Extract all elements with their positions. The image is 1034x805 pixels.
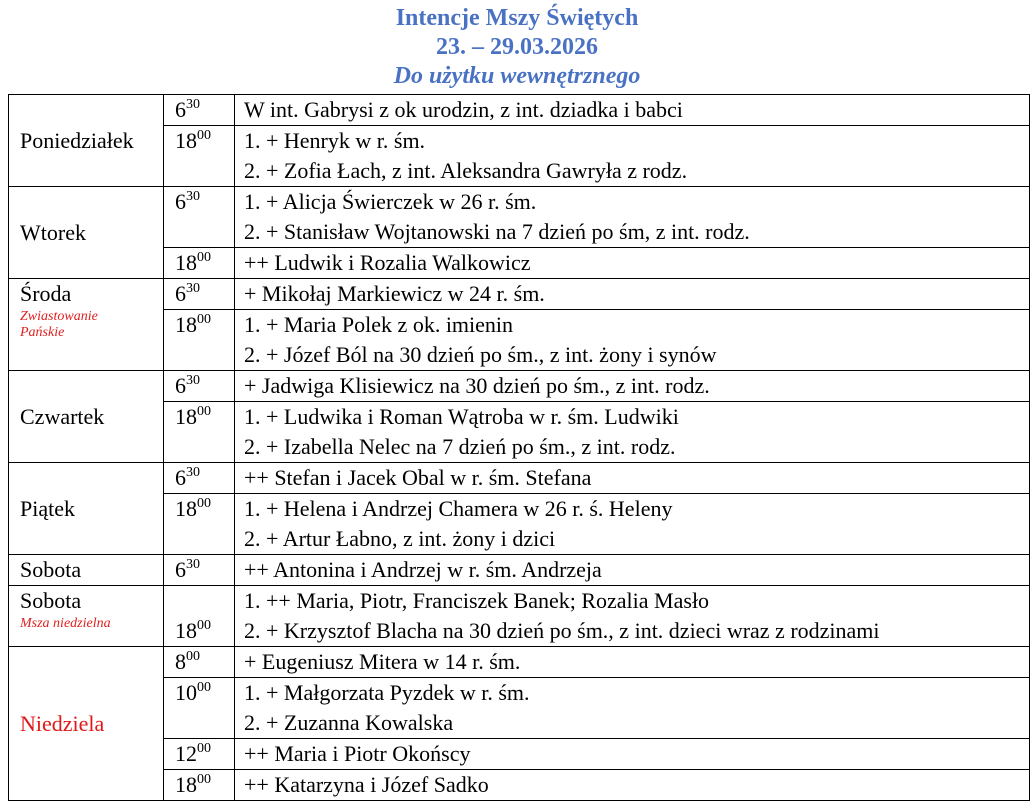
text-line: 1. + Maria Polek z ok. imienin bbox=[244, 312, 514, 337]
time-minutes: 00 bbox=[197, 249, 211, 265]
intention-cell bbox=[235, 647, 1030, 678]
text-line: + Jadwiga Klisiewicz na 30 dzień po śm., z int. rodz. bbox=[244, 373, 710, 398]
time-minutes: 30 bbox=[186, 188, 200, 204]
table-row bbox=[9, 95, 1030, 126]
intention-cell bbox=[235, 310, 1030, 371]
document-subtitle: Do użytku wewnętrznego bbox=[393, 63, 641, 89]
text-line: 2. + Izabella Nelec na 7 dzień po śm., z int. rodz. bbox=[244, 434, 676, 459]
time-cell bbox=[164, 586, 235, 647]
time-minutes: 30 bbox=[186, 556, 200, 572]
text-line: 2. + Krzysztof Blacha na 30 dzień po śm., z int. dzieci wraz z rodzinami bbox=[244, 618, 880, 643]
time-cell bbox=[164, 126, 235, 187]
text-line: 6 bbox=[175, 189, 186, 214]
time-cell bbox=[164, 463, 235, 494]
document-header bbox=[0, 4, 1034, 91]
day-cell-friday bbox=[9, 463, 164, 555]
text-line: Poniedziałek bbox=[20, 127, 134, 153]
time-minutes: 00 bbox=[197, 771, 211, 787]
day-cell-wednesday bbox=[9, 279, 164, 371]
text-line: 2. + Józef Ból na 30 dzień po śm., z int. żony i synów bbox=[244, 342, 717, 367]
text-line: 18 bbox=[175, 128, 197, 153]
table-row bbox=[9, 371, 1030, 402]
time-cell bbox=[164, 310, 235, 371]
text-line: Wtorek bbox=[20, 219, 86, 245]
intention-cell bbox=[235, 463, 1030, 494]
day-cell-thursday bbox=[9, 371, 164, 463]
text-line: + Mikołaj Markiewicz w 24 r. śm. bbox=[244, 281, 545, 306]
text-line: ++ Ludwik i Rozalia Walkowicz bbox=[244, 250, 531, 275]
text-line: 1. + Ludwika i Roman Wątroba w r. śm. Ludwiki bbox=[244, 404, 679, 429]
table-row bbox=[9, 586, 1030, 647]
text-line: Sobota bbox=[20, 557, 82, 582]
mass-intentions-table bbox=[8, 94, 1030, 801]
text-line: 18 bbox=[175, 404, 197, 429]
time-cell bbox=[164, 402, 235, 463]
time-minutes: 30 bbox=[186, 96, 200, 112]
intention-cell bbox=[235, 126, 1030, 187]
text-line: Środa bbox=[20, 281, 72, 306]
time-cell bbox=[164, 678, 235, 739]
day-cell-sunday bbox=[9, 647, 164, 801]
day-note: Msza niedzielna bbox=[20, 616, 111, 631]
time-minutes: 30 bbox=[186, 280, 200, 296]
time-minutes: 30 bbox=[186, 464, 200, 480]
table-row bbox=[9, 647, 1030, 678]
intention-cell bbox=[235, 494, 1030, 555]
time-cell bbox=[164, 279, 235, 310]
text-line: ++ Maria i Piotr Okońscy bbox=[244, 741, 471, 766]
intention-cell bbox=[235, 279, 1030, 310]
text-line: 10 bbox=[175, 680, 197, 705]
intention-cell bbox=[235, 95, 1030, 126]
time-cell bbox=[164, 371, 235, 402]
text-line: 6 bbox=[175, 465, 186, 490]
text-line: 6 bbox=[175, 281, 186, 306]
intention-cell bbox=[235, 187, 1030, 248]
time-minutes: 00 bbox=[186, 648, 200, 664]
intention-cell bbox=[235, 586, 1030, 647]
intention-cell bbox=[235, 739, 1030, 770]
text-line: 2. + Stanisław Wojtanowski na 7 dzień po śm, z int. rodz. bbox=[244, 219, 750, 244]
intention-cell bbox=[235, 770, 1030, 801]
time-cell bbox=[164, 95, 235, 126]
table-row bbox=[9, 463, 1030, 494]
text-line: 1. ++ Maria, Piotr, Franciszek Banek; Rozalia Masło bbox=[244, 588, 710, 613]
text-line: ++ Stefan i Jacek Obal w r. śm. Stefana bbox=[244, 465, 592, 490]
table-row bbox=[9, 279, 1030, 310]
text-line: 6 bbox=[175, 557, 186, 582]
day-cell-saturday bbox=[9, 555, 164, 586]
day-cell-tuesday bbox=[9, 187, 164, 279]
text-line: + Eugeniusz Mitera w 14 r. śm. bbox=[244, 649, 521, 674]
document-title: Intencje Mszy Świętych bbox=[395, 5, 639, 31]
text-line: 2. + Zuzanna Kowalska bbox=[244, 710, 454, 735]
text-line: 6 bbox=[175, 97, 186, 122]
text-line: 1. + Henryk w r. śm. bbox=[244, 128, 426, 153]
time-minutes: 00 bbox=[197, 495, 211, 511]
text-line: 18 bbox=[175, 496, 197, 521]
day-cell-saturday-evening bbox=[9, 586, 164, 647]
time-minutes: 00 bbox=[197, 679, 211, 695]
day-cell-monday bbox=[9, 95, 164, 187]
text-line: 8 bbox=[175, 649, 186, 674]
text-line: ++ Katarzyna i Józef Sadko bbox=[244, 772, 489, 797]
text-line: 1. + Małgorzata Pyzdek w r. śm. bbox=[244, 680, 530, 705]
time-minutes: 00 bbox=[197, 740, 211, 756]
intention-cell bbox=[235, 555, 1030, 586]
text-line: 1. + Alicja Świerczek w 26 r. śm. bbox=[244, 189, 537, 214]
time-minutes: 00 bbox=[197, 617, 211, 633]
time-cell bbox=[164, 555, 235, 586]
time-cell bbox=[164, 739, 235, 770]
day-note: Zwiastowanie bbox=[20, 309, 98, 324]
document-dates: 23. – 29.03.2026 bbox=[436, 34, 598, 60]
time-cell bbox=[164, 494, 235, 555]
text-line: 1. + Helena i Andrzej Chamera w 26 r. ś. Heleny bbox=[244, 496, 673, 521]
day-note: Pańskie bbox=[20, 325, 65, 340]
text-line: 18 bbox=[175, 312, 197, 337]
intention-cell bbox=[235, 402, 1030, 463]
text-line: 12 bbox=[175, 741, 197, 766]
text-line: Piątek bbox=[20, 495, 75, 521]
text-line: Sobota bbox=[20, 588, 82, 613]
text-line: 18 bbox=[175, 772, 197, 797]
time-minutes: 00 bbox=[197, 403, 211, 419]
time-minutes: 30 bbox=[186, 372, 200, 388]
intention-cell bbox=[235, 248, 1030, 279]
text-line: ++ Antonina i Andrzej w r. śm. Andrzeja bbox=[244, 557, 602, 582]
text-line: 2. + Zofia Łach, z int. Aleksandra Gawryła z rodz. bbox=[244, 158, 688, 183]
time-minutes: 00 bbox=[197, 127, 211, 143]
text-line: 6 bbox=[175, 373, 186, 398]
text-line: 2. + Artur Łabno, z int. żony i dzici bbox=[244, 526, 556, 551]
time-minutes: 00 bbox=[197, 311, 211, 327]
time-cell bbox=[164, 770, 235, 801]
text-line: 18 bbox=[175, 618, 197, 643]
intention-cell bbox=[235, 678, 1030, 739]
text-line: 18 bbox=[175, 250, 197, 275]
table-row bbox=[9, 187, 1030, 248]
text-line: W int. Gabrysi z ok urodzin, z int. dziadka i babci bbox=[244, 97, 683, 122]
time-cell bbox=[164, 248, 235, 279]
text-line: Niedziela bbox=[20, 710, 105, 736]
text-line: Czwartek bbox=[20, 403, 105, 429]
table-row bbox=[9, 555, 1030, 586]
intention-cell bbox=[235, 371, 1030, 402]
time-cell bbox=[164, 647, 235, 678]
time-cell bbox=[164, 187, 235, 248]
